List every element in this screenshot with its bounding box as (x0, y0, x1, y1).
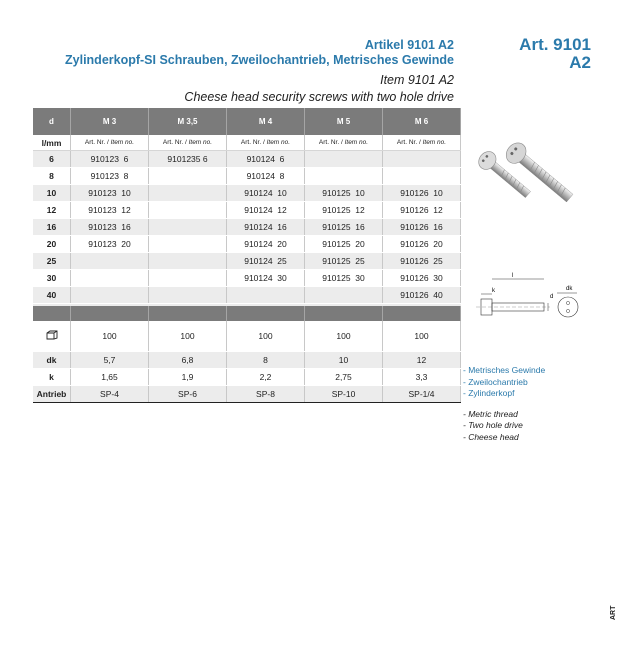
artnr-header-row (33, 135, 461, 151)
pack-cell: 100 (149, 321, 227, 352)
size-header: M 5 (305, 108, 383, 135)
article-number-cell (149, 185, 227, 202)
article-table (33, 108, 461, 323)
article-number-cell (305, 287, 383, 304)
notes-de (463, 365, 545, 400)
length-cell: 12 (33, 202, 71, 219)
article-number-cell (305, 151, 383, 168)
dk-cell: 6,8 (149, 352, 227, 369)
notes-en (463, 409, 545, 444)
title-en: Item 9101 A2 (380, 73, 454, 87)
note-item: - Cheese head (463, 431, 519, 442)
d-header: d (33, 108, 71, 135)
article-number-cell (383, 151, 461, 168)
article-number-cell: 910123 8 (71, 168, 149, 185)
length-cell: 25 (33, 253, 71, 270)
note-item: - Two hole drive (463, 420, 523, 430)
length-cell: 10 (33, 185, 71, 202)
article-number-cell: 910123 6 (71, 151, 149, 168)
article-number-cell: 910124 6 (227, 151, 305, 168)
subtitle-en: Cheese head security screws with two hole drive (184, 90, 454, 104)
article-number: Art. 9101 (519, 35, 591, 54)
dk-cell: 5,7 (71, 352, 149, 369)
table-row (33, 185, 461, 202)
table-row (33, 219, 461, 236)
article-number-cell: 910125 10 (305, 185, 383, 202)
title-de: Artikel 9101 A2 (364, 38, 454, 52)
size-header: M 3 (71, 108, 149, 135)
article-number-cell: 910126 25 (383, 253, 461, 270)
length-cell: 6 (33, 151, 71, 168)
article-badge (519, 36, 591, 72)
length-cell: 16 (33, 219, 71, 236)
size-header: M 4 (227, 108, 305, 135)
article-material: A2 (569, 53, 591, 72)
article-number-cell (149, 202, 227, 219)
drive-row (33, 386, 461, 403)
article-number-cell (305, 168, 383, 185)
length-header: l/mm (33, 135, 71, 151)
article-number-cell: 910126 40 (383, 287, 461, 304)
drive-cell: SP-6 (149, 386, 227, 403)
size-header-row (33, 108, 461, 135)
article-number-cell (149, 270, 227, 287)
drive-cell: SP-1/4 (383, 386, 461, 403)
spec-table (33, 306, 461, 403)
subtitle-de: Zylinderkopf-SI Schrauben, Zweilochantrieb, Metrisches Gewinde (65, 53, 454, 67)
article-number-cell: 910126 20 (383, 236, 461, 253)
article-number-cell (383, 168, 461, 185)
k-cell: 3,3 (383, 369, 461, 386)
length-cell: 40 (33, 287, 71, 304)
article-number-cell (227, 287, 305, 304)
k-cell: 2,75 (305, 369, 383, 386)
dim-k: k (492, 288, 495, 294)
screw-photo (470, 142, 582, 240)
table-row (33, 287, 461, 304)
article-number-cell (71, 270, 149, 287)
article-number-cell: 910124 20 (227, 236, 305, 253)
dim-l: l (512, 273, 514, 279)
drive-cell: SP-4 (71, 386, 149, 403)
table-row (33, 202, 461, 219)
length-cell: 20 (33, 236, 71, 253)
dk-label: dk (33, 352, 71, 369)
table-row (33, 253, 461, 270)
dk-cell: 12 (383, 352, 461, 369)
article-number-cell: 910124 30 (227, 270, 305, 287)
article-number-cell: 910123 16 (71, 219, 149, 236)
article-number-cell (149, 168, 227, 185)
pack-cell: 100 (305, 321, 383, 352)
pack-row (33, 321, 461, 352)
package-icon (33, 321, 71, 352)
article-number-cell (71, 253, 149, 270)
k-cell: 1,9 (149, 369, 227, 386)
drive-label: Antrieb (33, 386, 71, 403)
artnr-header: Art. Nr. / Item no. (305, 135, 383, 151)
article-number-cell: 9101235 6 (149, 151, 227, 168)
k-cell: 2,2 (227, 369, 305, 386)
size-header: M 6 (383, 108, 461, 135)
table-row (33, 236, 461, 253)
header-block (65, 38, 454, 105)
table-row (33, 168, 461, 185)
article-number-cell: 910124 25 (227, 253, 305, 270)
article-number-cell (149, 253, 227, 270)
article-number-cell: 910125 30 (305, 270, 383, 287)
article-number-cell (71, 287, 149, 304)
artnr-header: Art. Nr. / Item no. (71, 135, 149, 151)
article-number-cell: 910126 12 (383, 202, 461, 219)
k-row (33, 369, 461, 386)
artnr-header: Art. Nr. / Item no. (383, 135, 461, 151)
note-item: - Zweilochantrieb (463, 376, 528, 387)
technical-drawing (462, 272, 592, 332)
dim-dk: dk (566, 286, 573, 292)
table-row (33, 151, 461, 168)
article-number-cell: 910124 12 (227, 202, 305, 219)
pack-cell: 100 (227, 321, 305, 352)
article-number-cell: 910123 20 (71, 236, 149, 253)
article-number-cell: 910123 12 (71, 202, 149, 219)
length-cell: 8 (33, 168, 71, 185)
table-row (33, 270, 461, 287)
dk-cell: 10 (305, 352, 383, 369)
article-number-cell: 910126 10 (383, 185, 461, 202)
article-number-cell: 910124 8 (227, 168, 305, 185)
side-tab-label: ART (610, 605, 617, 620)
dk-cell: 8 (227, 352, 305, 369)
article-number-cell (149, 236, 227, 253)
feature-notes (463, 365, 545, 443)
article-number-cell: 910124 10 (227, 185, 305, 202)
article-number-cell (149, 219, 227, 236)
article-number-cell: 910123 10 (71, 185, 149, 202)
article-number-cell: 910126 16 (383, 219, 461, 236)
article-number-cell: 910125 25 (305, 253, 383, 270)
artnr-header: Art. Nr. / Item no. (149, 135, 227, 151)
drive-cell: SP-10 (305, 386, 383, 403)
article-number-cell: 910126 30 (383, 270, 461, 287)
drive-cell: SP-8 (227, 386, 305, 403)
note-item: - Metric thread (463, 408, 518, 419)
k-cell: 1,65 (71, 369, 149, 386)
pack-cell: 100 (383, 321, 461, 352)
length-cell: 30 (33, 270, 71, 287)
article-number-cell: 910125 16 (305, 219, 383, 236)
size-header: M 3,5 (149, 108, 227, 135)
spec-header-row (33, 306, 461, 321)
article-number-cell: 910125 20 (305, 236, 383, 253)
k-label: k (33, 369, 71, 386)
article-number-cell (149, 287, 227, 304)
dim-d: d (550, 294, 554, 300)
artnr-header: Art. Nr. / Item no. (227, 135, 305, 151)
dk-row (33, 352, 461, 369)
article-number-cell: 910124 16 (227, 219, 305, 236)
note-item: - Zylinderkopf (463, 388, 515, 398)
pack-cell: 100 (71, 321, 149, 352)
note-item: - Metrisches Gewinde (463, 365, 546, 375)
article-number-cell: 910125 12 (305, 202, 383, 219)
